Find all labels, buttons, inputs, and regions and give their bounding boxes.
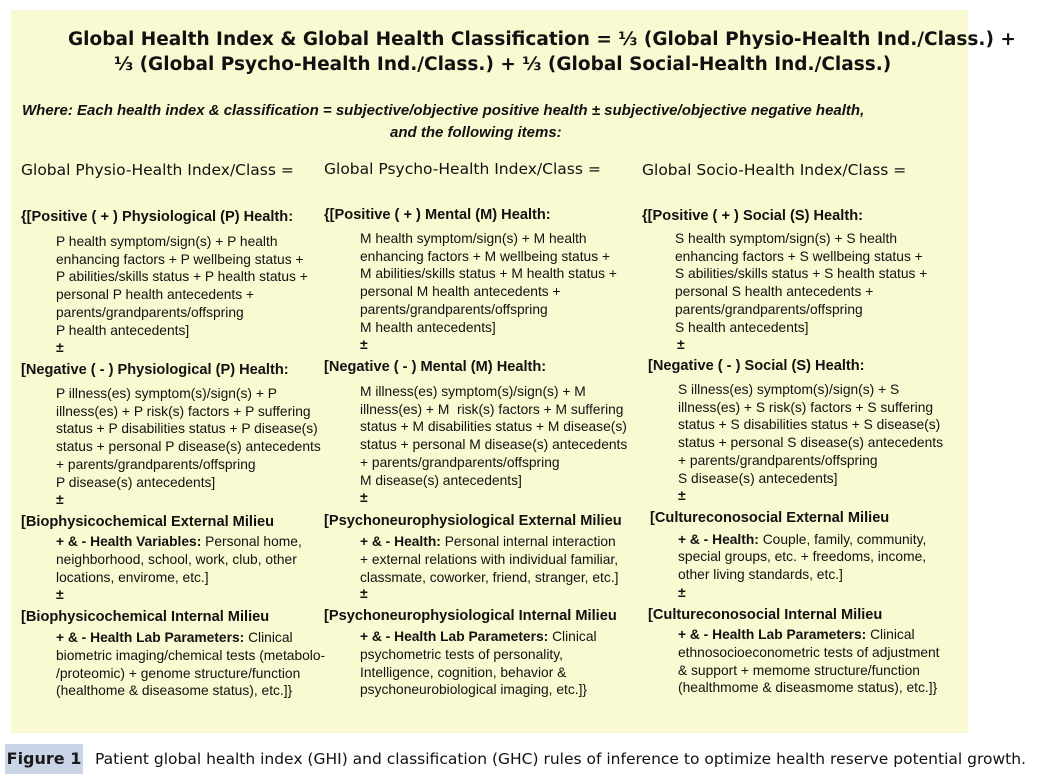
psycho-internal-body: psychometric tests of personality, Intelligence, cognition, behavior & psychoneurobiological imaging, etc.]} (360, 647, 588, 698)
psycho-internal-heading: [Psychoneurophysiological Internal Milieu (324, 608, 617, 624)
physio-negative-heading: [Negative ( - ) Physiological (P) Health: (21, 362, 289, 378)
psycho-external-first: Personal internal interaction (440, 534, 616, 549)
socio-internal-label: + & - Health Lab Parameters: (678, 627, 867, 642)
physio-internal-body: biometric imaging/chemical tests (metabolo- /proteomic) + genome structure/function (healthome & diseasome status), etc.]} (56, 648, 326, 699)
psycho-external-body: + external relations with individual familiar, classmate, coworker, friend, stranger, etc.] (360, 552, 619, 585)
psycho-plus-minus-2: ± (360, 489, 368, 505)
physio-negative-body: P illness(es) symptom(s)/sign(s) + P illness(es) + P risk(s) factors + P suffering status + P disabilities status + P disease(s) status + personal P disease(s) antecedents + parents/grandparents/offspring P disease(s) antecedents] (56, 386, 321, 490)
psycho-positive-heading: {[Positive ( + ) Mental (M) Health: (324, 207, 551, 223)
socio-negative-heading: [Negative ( - ) Social (S) Health: (648, 358, 865, 374)
psycho-negative-body: M illness(es) symptom(s)/sign(s) + M illness(es) + M risk(s) factors + M suffering status + M disabilities status + M disease(s) status + personal M disease(s) antecedents + parents/grandparents/offspring M disease(s) antecedents] (360, 384, 628, 488)
socio-plus-minus-3: ± (678, 584, 686, 600)
socio-external-body: special groups, etc. + freedoms, income, other living standards, etc.] (678, 549, 927, 582)
physio-internal-heading: [Biophysicochemical Internal Milieu (21, 609, 270, 625)
physio-external-label: + & - Health Variables: (56, 534, 202, 549)
psycho-external-line1 (360, 533, 616, 551)
physio-positive-body: P health symptom/sign(s) + P health enhancing factors + P wellbeing status + P abilities/skills status + P health status + personal P health antecedents + parents/grandparents/offspring P health antecedents] (56, 234, 308, 338)
socio-positive-heading: {[Positive ( + ) Social (S) Health: (642, 208, 863, 224)
figure-caption (0, 743, 1037, 780)
socio-negative-body: S illness(es) symptom(s)/sign(s) + S illness(es) + S risk(s) factors + S suffering status + S disabilities status + S disease(s) status + personal S disease(s) antecedents + parents/grandparents/offspring S disease(s) antecedents] (678, 382, 943, 486)
where-line-2: and the following items: (390, 124, 562, 141)
physio-external-heading: [Biophysicochemical External Milieu (21, 514, 275, 530)
socio-external-line1 (678, 531, 926, 549)
where-line-1: Where: Each health index & classification = subjective/objective positive health ± subjective/objective negative health, (22, 102, 865, 119)
psycho-external-label: + & - Health: (360, 534, 441, 549)
socio-internal-first: Clinical (866, 627, 915, 642)
physio-external-line1 (56, 533, 302, 551)
title-line-2: ⅓ (Global Psycho-Health Ind./Class.) + ⅓ (Global Social-Health Ind./Class.) (114, 54, 892, 75)
physio-plus-minus-2: ± (56, 491, 64, 507)
socio-internal-body: ethnosocioeconometric tests of adjustment & support + memome structure/function (healthmome & diseasmome status), etc.]} (678, 645, 940, 696)
physio-plus-minus-3: ± (56, 586, 64, 602)
socio-header: Global Socio-Health Index/Class = (642, 161, 907, 179)
physio-positive-heading: {[Positive ( + ) Physiological (P) Health: (21, 209, 294, 225)
psycho-plus-minus-1: ± (360, 336, 368, 352)
socio-plus-minus-1: ± (677, 336, 685, 352)
socio-internal-line1 (678, 626, 915, 644)
physio-internal-line1 (56, 629, 293, 647)
psycho-internal-label: + & - Health Lab Parameters: (360, 629, 549, 644)
psycho-negative-heading: [Negative ( - ) Mental (M) Health: (324, 359, 547, 375)
caption-text: Patient global health index (GHI) and classification (GHC) rules of inference to optimize health reserve potential growth. (95, 750, 1026, 768)
socio-external-first: Couple, family, community, (758, 532, 927, 547)
socio-positive-body: S health symptom/sign(s) + S health enhancing factors + S wellbeing status + S abilities/skills status + S health status + personal S health antecedents + parents/grandparents/offspring S health antecedents] (675, 231, 928, 335)
psycho-positive-body: M health symptom/sign(s) + M health enhancing factors + M wellbeing status + M abilities/skills status + M health status + personal M health antecedents + parents/grandparents/offspring M health antecedents] (360, 231, 617, 335)
title-line-1: Global Health Index & Global Health Classification = ⅓ (Global Physio-Health Ind./Class.) + (68, 29, 1016, 50)
psycho-internal-line1 (360, 628, 597, 646)
physio-external-first: Personal home, (201, 534, 302, 549)
physio-plus-minus-1: ± (56, 339, 64, 355)
psycho-external-heading: [Psychoneurophysiological External Milieu (324, 513, 622, 529)
socio-internal-heading: [Cultureconosocial Internal Milieu (648, 607, 883, 623)
physio-internal-first: Clinical (244, 630, 293, 645)
physio-external-body: neighborhood, school, work, club, other locations, envirome, etc.] (56, 552, 297, 585)
socio-plus-minus-2: ± (678, 487, 686, 503)
physio-internal-label: + & - Health Lab Parameters: (56, 630, 245, 645)
psycho-header: Global Psycho-Health Index/Class = (324, 160, 601, 178)
socio-external-heading: [Cultureconosocial External Milieu (650, 510, 890, 526)
psycho-internal-first: Clinical (548, 629, 597, 644)
socio-external-label: + & - Health: (678, 532, 759, 547)
psycho-plus-minus-3: ± (360, 585, 368, 601)
physio-header: Global Physio-Health Index/Class = (21, 161, 294, 179)
figure-label: Figure 1 (5, 744, 83, 774)
